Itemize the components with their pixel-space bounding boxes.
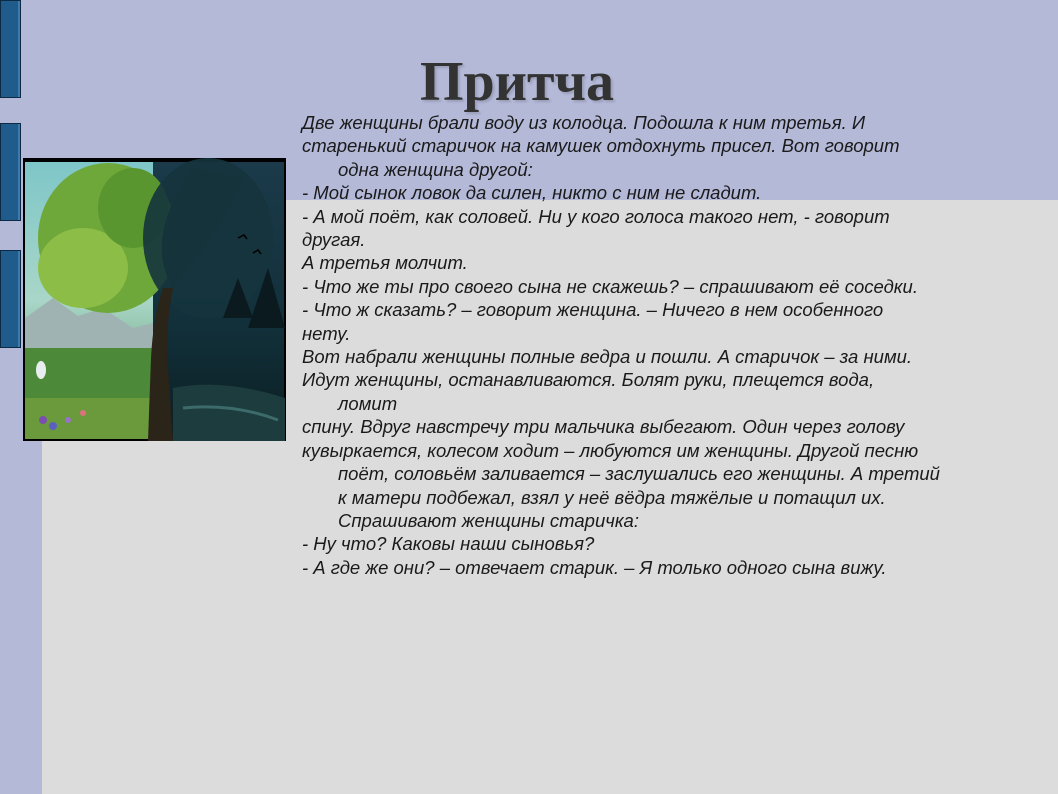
decorative-tab-3 xyxy=(0,250,21,348)
slide-title: Притча xyxy=(420,51,615,113)
text-line: - Что ж сказать? – говорит женщина. – Ничего в нем особенного xyxy=(302,299,884,321)
text-line: - Что же ты про своего сына не скажешь? – спрашивают её соседки. xyxy=(302,275,918,297)
text-line: Идут женщины, останавливаются. Болят руки, плещется вода, xyxy=(302,369,875,391)
decorative-tab-1 xyxy=(0,0,21,98)
text-line: А третья молчит. xyxy=(302,252,468,274)
text-line: старенький старичок на камушек отдохнуть присел. Вот говорит xyxy=(302,135,900,157)
text-line: - Мой сынок ловок да силен, никто с ним не сладит. xyxy=(302,182,762,204)
text-line: Спрашивают женщины старичка: xyxy=(338,509,639,531)
text-line: - Ну что? Каковы наши сыновья? xyxy=(302,533,595,555)
decorative-tab-2 xyxy=(0,123,21,221)
text-line: - А мой поёт, как соловей. Ни у кого голоса такого нет, - говорит xyxy=(302,205,890,227)
text-line: одна женщина другой: xyxy=(338,158,533,180)
text-line: спину. Вдруг навстречу три мальчика выбегают. Один через голову xyxy=(302,416,905,438)
text-line: поёт, соловьём заливается – заслушались его женщины. А третий xyxy=(338,463,940,485)
text-line: нету. xyxy=(302,322,351,344)
text-line: ломит xyxy=(338,392,398,414)
tree-painting-image xyxy=(23,158,286,441)
text-line: Вот набрали женщины полные ведра и пошли. А старичок – за ними. xyxy=(302,346,913,368)
text-line: Две женщины брали воду из колодца. Подошла к ним третья. И xyxy=(302,112,866,133)
painting-half-light-half-dark-tree-icon xyxy=(23,158,286,441)
parable-text xyxy=(302,111,1042,579)
text-line: другая. xyxy=(302,229,366,251)
text-line: к матери подбежал, взял у неё вёдра тяжёлые и потащил их. xyxy=(338,486,886,508)
text-line: кувыркается, колесом ходит – любуются им женщины. Другой песню xyxy=(302,439,919,461)
text-line: - А где же они? – отвечает старик. – Я только одного сына вижу. xyxy=(302,556,887,578)
